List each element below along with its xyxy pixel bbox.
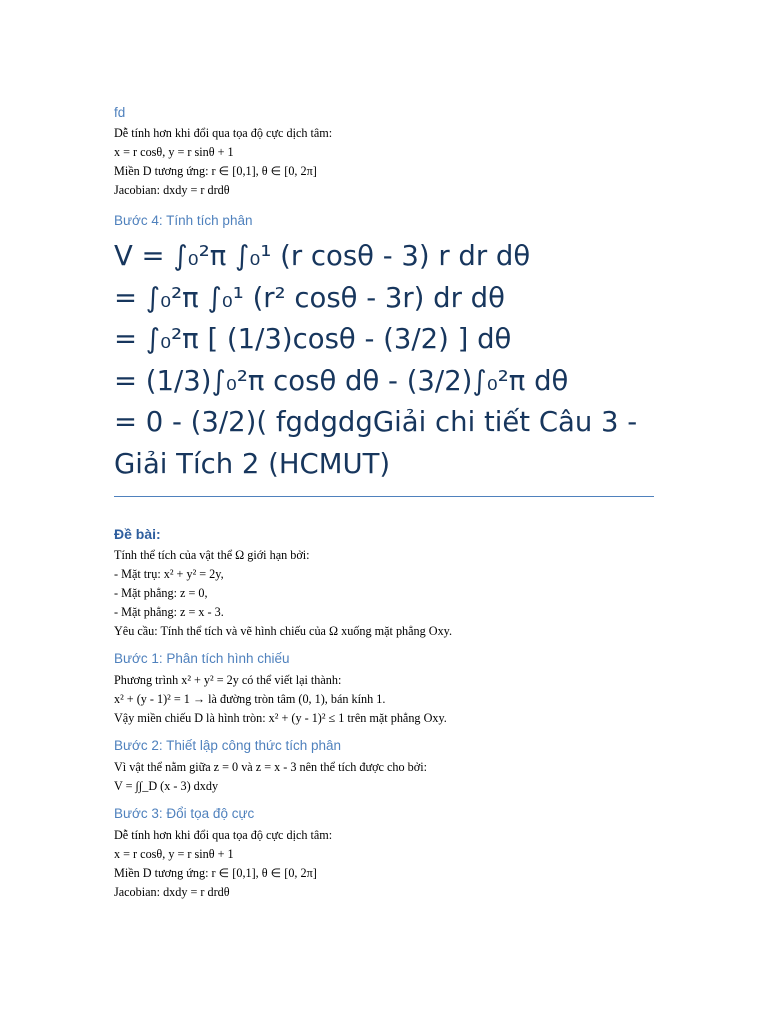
problem-body bbox=[114, 546, 654, 641]
problem-heading: Đề bài: bbox=[114, 526, 161, 542]
step1-line: x² + (y - 1)² = 1 → là đường tròn tâm (0, 1), bán kính 1. bbox=[114, 692, 386, 706]
problem-line: Yêu cầu: Tính thể tích và vẽ hình chiếu của Ω xuống mặt phẳng Oxy. bbox=[114, 624, 453, 638]
fragment-line: Miền D tương ứng: r ∈ [0,1], θ ∈ [0, 2π] bbox=[114, 164, 317, 178]
problem-line: - Mặt trụ: x² + y² = 2y, bbox=[114, 567, 224, 581]
step1-heading: Bước 1: Phân tích hình chiếu bbox=[114, 651, 290, 666]
problem-line: - Mặt phẳng: z = x - 3. bbox=[114, 605, 224, 619]
step2-line: V = ∫∫_D (x - 3) dxdy bbox=[114, 779, 219, 793]
fragment-line: Dễ tính hơn khi đổi qua tọa độ cực dịch tâm: bbox=[114, 126, 333, 140]
step4-formula bbox=[114, 236, 654, 485]
step3-line: Jacobian: dxdy = r drdθ bbox=[114, 885, 230, 899]
formula-line: = 0 - (3/2)( fgdgdgGiải chi tiết Câu 3 - bbox=[114, 406, 638, 438]
fragment-line: Jacobian: dxdy = r drdθ bbox=[114, 183, 230, 197]
fragment-body bbox=[114, 124, 654, 200]
formula-line: = (1/3)∫₀²π cosθ dθ - (3/2)∫₀²π dθ bbox=[114, 364, 569, 397]
formula-line: = ∫₀²π [ (1/3)cosθ - (3/2) ] dθ bbox=[114, 323, 512, 355]
step3-body bbox=[114, 826, 654, 902]
formula-line: Giải Tích 2 (HCMUT) bbox=[114, 447, 391, 480]
document-page bbox=[114, 104, 654, 902]
step2-body bbox=[114, 758, 654, 796]
fragment-line: x = r cosθ, y = r sinθ + 1 bbox=[114, 145, 234, 159]
step1-line: Phương trình x² + y² = 2y có thể viết lại thành: bbox=[114, 673, 342, 687]
step3-heading: Bước 3: Đổi tọa độ cực bbox=[114, 806, 255, 821]
step1-line: Vậy miền chiếu D là hình tròn: x² + (y - 1)² ≤ 1 trên mặt phẳng Oxy. bbox=[114, 711, 447, 725]
step1-body bbox=[114, 671, 654, 728]
step3-line: Miền D tương ứng: r ∈ [0,1], θ ∈ [0, 2π] bbox=[114, 866, 317, 880]
formula-line: = ∫₀²π ∫₀¹ (r² cosθ - 3r) dr dθ bbox=[114, 281, 505, 314]
step3-line: Dễ tính hơn khi đổi qua tọa độ cực dịch tâm: bbox=[114, 828, 333, 842]
step2-heading: Bước 2: Thiết lập công thức tích phân bbox=[114, 738, 342, 753]
step4-heading: Bước 4: Tính tích phân bbox=[114, 213, 253, 228]
problem-line: - Mặt phẳng: z = 0, bbox=[114, 586, 208, 600]
problem-line: Tính thể tích của vật thể Ω giới hạn bởi: bbox=[114, 548, 310, 562]
step3-line: x = r cosθ, y = r sinθ + 1 bbox=[114, 847, 234, 861]
title-divider bbox=[114, 496, 654, 497]
formula-line: V = ∫₀²π ∫₀¹ (r cosθ - 3) r dr dθ bbox=[114, 240, 531, 272]
fragment-heading: fd bbox=[114, 105, 126, 120]
step2-line: Vì vật thể nằm giữa z = 0 và z = x - 3 nên thể tích được cho bởi: bbox=[114, 760, 427, 774]
